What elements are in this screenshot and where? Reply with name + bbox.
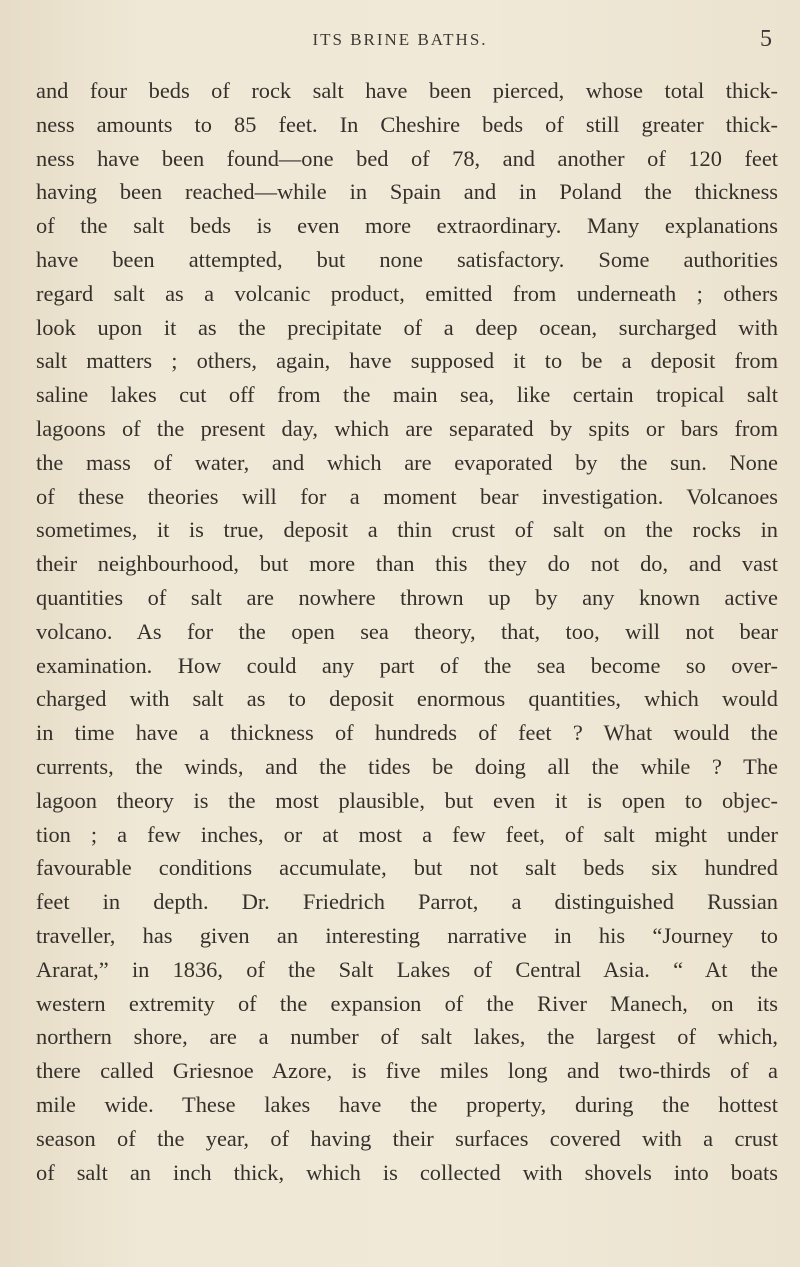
text-line: of the salt beds is even more extraordinary. Many explanations [36,213,778,239]
text-line: look upon it as the precipitate of a deep ocean, surcharged with [36,314,778,340]
text-line: of these theories will for a moment bear investigation. Volcanoes [36,483,778,509]
text-line: favourable conditions accumulate, but not salt beds six hundred [36,855,778,881]
text-line: of salt an inch thick, which is collected with shovels into boats [36,1159,778,1185]
text-line: currents, the winds, and the tides be doing all the while ? The [36,753,778,779]
text-line: traveller, has given an interesting narrative in his “Journey to [36,922,778,948]
running-head [0,16,800,56]
text-line: in time have a thickness of hundreds of feet ? What would the [36,720,778,746]
text-line: western extremity of the expansion of the River Manech, on its [36,990,778,1016]
text-line: ness have been found—one bed of 78, and another of 120 feet [36,145,778,171]
text-line: their neighbourhood, but more than this they do not do, and vast [36,551,778,577]
text-line: sometimes, it is true, deposit a thin crust of salt on the rocks in [36,517,778,543]
text-line: lagoon theory is the most plausible, but even it is open to objec- [36,787,778,813]
text-line: lagoons of the present day, which are separated by spits or bars from [36,415,778,441]
text-line: season of the year, of having their surfaces covered with a crust [36,1125,778,1151]
text-line: have been attempted, but none satisfactory. Some authorities [36,246,778,272]
text-line: regard salt as a volcanic product, emitted from underneath ; others [36,280,778,306]
text-line: quantities of salt are nowhere thrown up by any known active [36,584,778,610]
running-title: ITS BRINE BATHS. [312,30,488,49]
text-line: salt matters ; others, again, have supposed it to be a deposit from [36,348,778,374]
text-line: ness amounts to 85 feet. In Cheshire beds of still greater thick- [36,111,778,137]
text-line: there called Griesnoe Azore, is five miles long and two-thirds of a [36,1058,778,1084]
text-line: mile wide. These lakes have the property, during the hottest [36,1091,778,1117]
text-line: tion ; a few inches, or at most a few feet, of salt might under [36,821,778,847]
text-line: Ararat,” in 1836, of the Salt Lakes of Central Asia. “ At the [36,956,778,982]
text-line: northern shore, are a number of salt lakes, the largest of which, [36,1024,778,1050]
text-line: the mass of water, and which are evaporated by the sun. None [36,449,778,475]
text-line: examination. How could any part of the sea become so over- [36,652,778,678]
body-paragraph [36,74,778,1189]
text-line: saline lakes cut off from the main sea, like certain tropical salt [36,382,778,408]
page-number: 5 [760,26,772,52]
text-line: charged with salt as to deposit enormous quantities, which would [36,686,778,712]
text-line: and four beds of rock salt have been pierced, whose total thick- [36,78,778,103]
text-line: volcano. As for the open sea theory, that, too, will not bear [36,618,778,644]
text-line: having been reached—while in Spain and in Poland the thickness [36,179,778,205]
text-line: feet in depth. Dr. Friedrich Parrot, a distinguished Russian [36,889,778,915]
